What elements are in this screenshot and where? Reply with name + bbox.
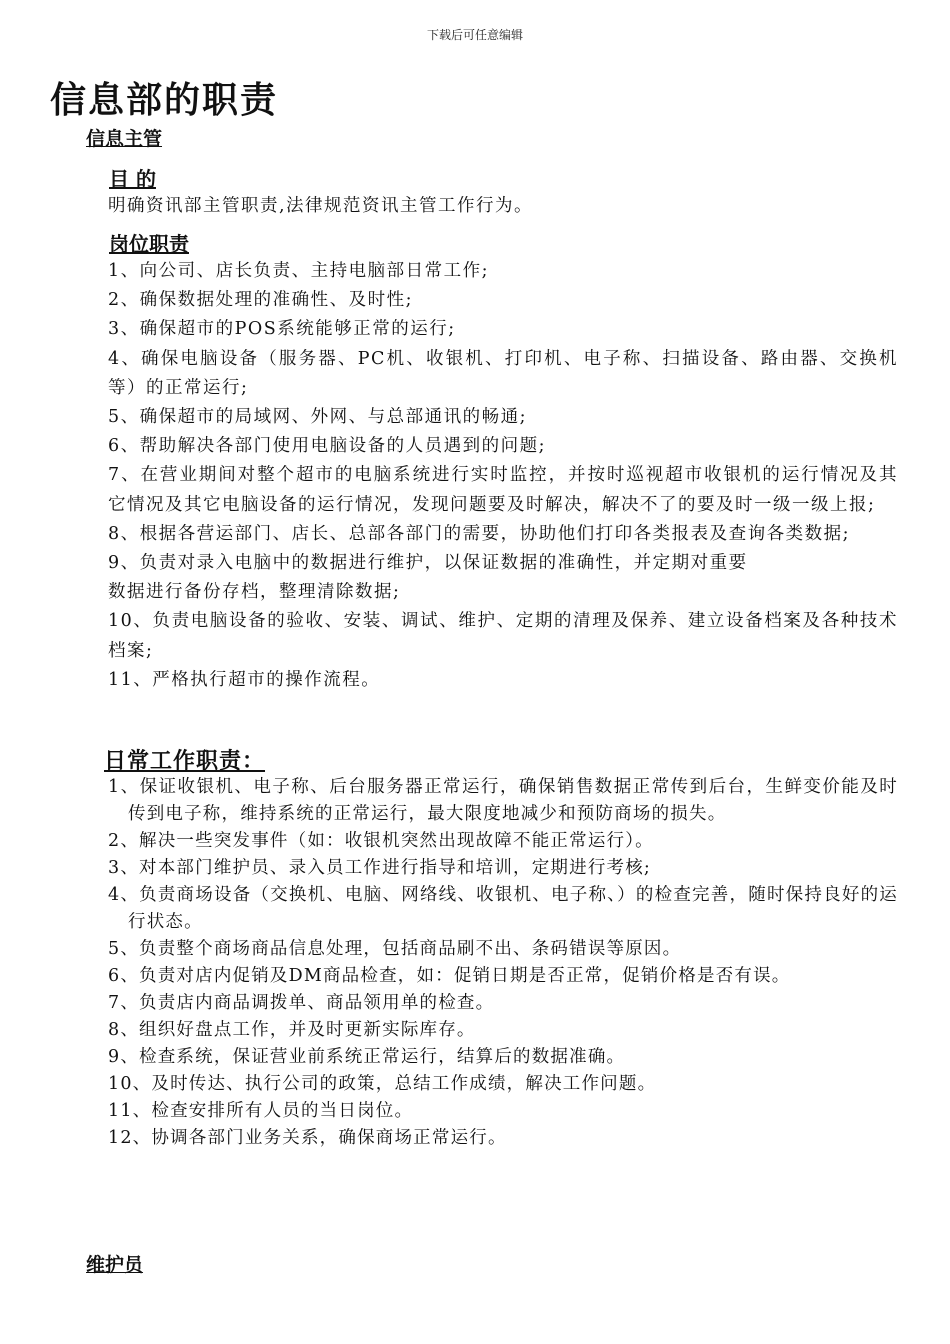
daily-duties-list — [108, 774, 898, 1152]
duties-heading: 岗位职责 — [109, 232, 189, 256]
daily-duty-item: 1、保证收银机、电子称、后台服务器正常运行，确保销售数据正常传到后台，生鲜变价能及时传到电子称，维持系统的正常运行，最大限度地减少和预防商场的损失。 — [108, 777, 898, 824]
duty-item: 5、确保超市的局域网、外网、与总部通讯的畅通; — [108, 407, 528, 428]
purpose-text: 明确资讯部主管职责,法律规范资讯主管工作行为。 — [108, 196, 534, 216]
daily-duty-item: 5、负责整个商场商品信息处理，包括商品刷不出、条码错误等原因。 — [108, 939, 682, 959]
daily-duty-item: 2、解决一些突发事件（如：收银机突然出现故障不能正常运行）。 — [108, 831, 654, 851]
daily-duty-item: 4、负责商场设备（交换机、电脑、网络线、收银机、电子称、）的检查完善，随时保持良好的运行状态。 — [108, 885, 898, 932]
daily-duty-item: 8、组织好盘点工作，并及时更新实际库存。 — [108, 1020, 476, 1040]
daily-duty-item: 10、及时传达、执行公司的政策，总结工作成绩，解决工作问题。 — [108, 1074, 657, 1094]
daily-duty-item: 12、协调各部门业务关系，确保商场正常运行。 — [108, 1128, 507, 1148]
duty-item: 3、确保超市的POS系统能够正常的运行; — [108, 319, 456, 340]
duty-item: 11、严格执行超市的操作流程。 — [108, 669, 381, 690]
duty-item: 6、帮助解决各部门使用电脑设备的人员遇到的问题; — [108, 436, 547, 457]
duty-item: 1、向公司、店长负责、主持电脑部日常工作; — [108, 261, 490, 281]
section-heading-info-supervisor: 信息主管 — [86, 128, 163, 150]
duty-item: 2、确保数据处理的准确性、及时性; — [108, 290, 414, 311]
duty-item: 8、根据各营运部门、店长、总部各部门的需要，协助他们打印各类报表及查询各类数据; — [108, 523, 851, 544]
daily-duty-item: 7、负责店内商品调拨单、商品领用单的检查。 — [108, 993, 495, 1013]
daily-duty-item: 3、对本部门维护员、录入员工作进行指导和培训，定期进行考核; — [108, 858, 652, 878]
daily-duties-heading: 日常工作职责： — [104, 749, 266, 774]
page-header-note: 下载后可任意编辑 — [426, 28, 523, 42]
duties-list — [108, 257, 898, 695]
duty-item: 4、确保电脑设备（服务器、PC机、收银机、打印机、电子称、扫描设备、路由器、交换机等）的正常运行; — [108, 348, 898, 398]
section-heading-maintainer: 维护员 — [86, 1254, 144, 1276]
duty-item: 数据进行备份存档，整理清除数据; — [108, 582, 401, 603]
duty-item: 7、在营业期间对整个超市的电脑系统进行实时监控，并按时巡视超市收银机的运行情况及其它情况及其它电脑设备的运行情况，发现问题要及时解决，解决不了的要及时一级一级上报; — [108, 465, 898, 515]
duty-item: 10、负责电脑设备的验收、安装、调试、维护、定期的清理及保养、建立设备档案及各种技术档案; — [108, 611, 898, 661]
daily-duty-item: 9、检查系统，保证营业前系统正常运行，结算后的数据准确。 — [108, 1047, 626, 1067]
daily-duty-item: 6、负责对店内促销及DM商品检查，如：促销日期是否正常，促销价格是否有误。 — [108, 966, 791, 986]
document-title: 信息部的职责 — [50, 80, 279, 121]
daily-duty-item: 11、检查安排所有人员的当日岗位。 — [108, 1101, 414, 1121]
purpose-heading: 目 的 — [109, 167, 156, 191]
duty-item: 9、负责对录入电脑中的数据进行维护，以保证数据的准确性，并定期对重要 — [108, 553, 748, 574]
